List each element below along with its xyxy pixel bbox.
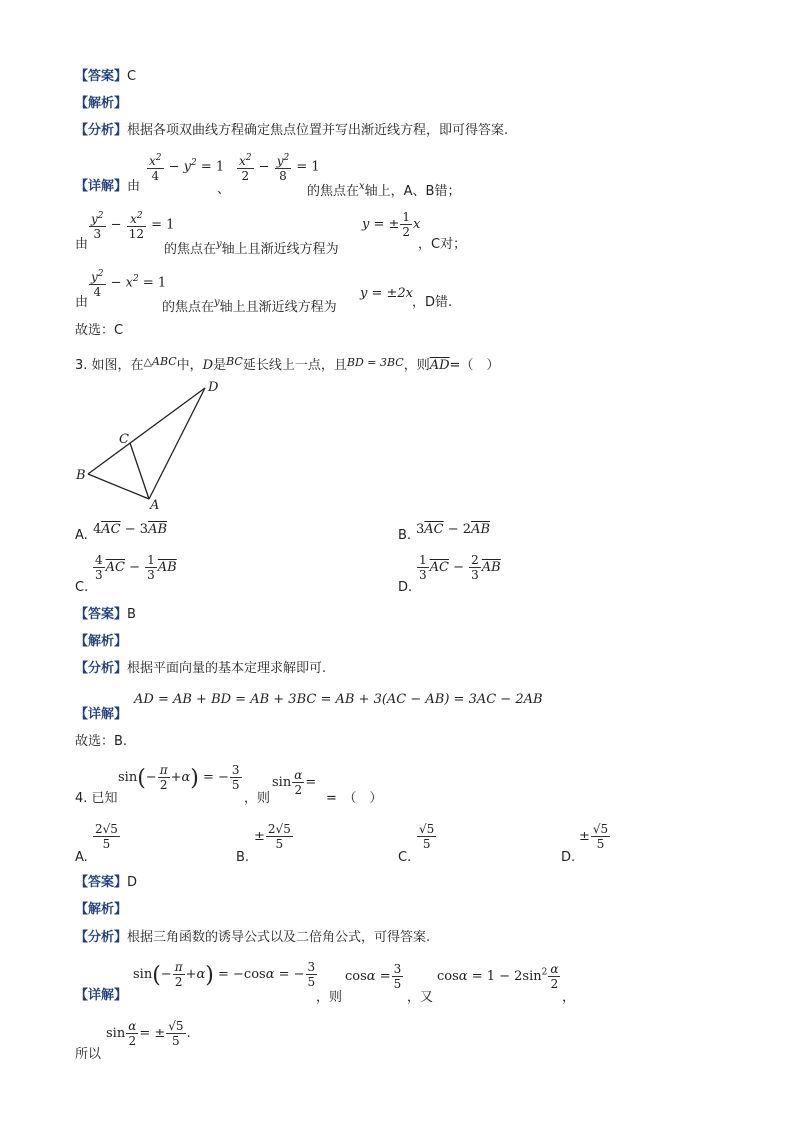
label-D: D [208, 380, 219, 395]
q4-stem-c: = （ ） [326, 791, 383, 806]
q4-analysis-tag: 【解析】 [75, 902, 128, 917]
q4-fenxi-line: 【分析】根据三角函数的诱导公式以及二倍角公式，可得答案. [75, 930, 431, 945]
label-C: C [119, 432, 129, 447]
q4-det-b: ，又 [407, 990, 434, 1005]
q2-sep: 、 [217, 182, 231, 197]
q4-opt-c-label: C. [398, 850, 412, 865]
q2-fenxi-line: 【分析】根据各项双曲线方程确定焦点位置并写出渐近线方程，即可得答案. [75, 123, 509, 138]
line-AD [149, 388, 205, 499]
q2-eq-b: $\frac{x^2}{2}$ − $\frac{y^2}{8}$ = 1 [239, 153, 320, 183]
q4-opt-b-label: B. [236, 850, 250, 865]
q2-d3-text: 的焦点在$^y$轴上且渐近线方程为 [162, 297, 337, 315]
q2-d2-you: 由 [75, 237, 89, 252]
q3-fenxi-line: 【分析】根据平面向量的基本定理求解即可. [75, 661, 327, 676]
triangle-figure [70, 375, 240, 515]
q2-eq-c: $\frac{y^2}{3}$ − $\frac{x^2}{12}$ = 1 [91, 211, 175, 241]
q4-detail-eq3: $\cos\alpha = 1 - 2\sin^2$ $\frac{\alpha}{2}$ [437, 962, 559, 991]
q4-answer-line: 【答案】D [75, 875, 138, 890]
q2-d2-end: ，C对； [418, 237, 467, 252]
q3-opt-b: $3\overline{AC} - 2\overline{AB}$ [416, 522, 491, 537]
q3-opt-a-label: A. [75, 528, 88, 543]
q4-opt-d: ± $\frac{√5}{5}$ [579, 822, 609, 851]
q3-detail-label: 【详解】 [75, 707, 128, 722]
q3-answer-line: 【答案】B [75, 607, 136, 622]
q4-detail-eq2: cosα = $\frac{3}{5}$ [345, 962, 402, 991]
q3-stem: 3. 如图，在$^{\triangle ABC}$中，D是$^{BC}$延长线上一点，且$^{BD = 3BC}$，则$\overline{AD}=$（ ） [75, 355, 500, 373]
q2-eq-d: $\frac{y^2}{4}$ − $x^2 = 1$ [91, 269, 167, 299]
q4-opt-c: $\frac{√5}{5}$ [419, 822, 435, 851]
line-CA [130, 443, 149, 499]
q2-d1-text: 的焦点在$^x$轴上，A、B错； [307, 181, 461, 199]
q4-target: sin $\frac{\alpha}{2}$ = [272, 768, 317, 797]
q4-stem-a: 4. 已知 [75, 791, 118, 806]
q3-opt-b-label: B. [398, 528, 412, 543]
q2-d3-end: ，D错. [412, 295, 453, 310]
q4-opt-a-label: A. [75, 850, 88, 865]
line-BA [88, 474, 149, 499]
q2-d3-you: 由 [75, 295, 89, 310]
q2-asym-c: y = ± $\frac{1}{2}$ x [362, 210, 421, 239]
q3-opt-c-label: C. [75, 580, 89, 595]
q2-eq-a: $\frac{x^2}{4}$ − $y^2 = 1$ [149, 153, 225, 183]
q4-opt-d-label: D. [561, 850, 576, 865]
q2-fenxi-text: 根据各项双曲线方程确定焦点位置并写出渐近线方程，即可得答案. [127, 123, 509, 138]
q3-detail-eq: AD = AB + BD = AB + 3BC = AB + 3(AC − AB) = 3AC − 2AB [134, 692, 543, 707]
q4-result: sin $\frac{\alpha}{2}$ = ± $\frac{√5}{5}$ . [106, 1019, 191, 1048]
q3-opt-c: $\frac{4}{3}$ $\overline{AC}$ − $\frac{1}{3}$ $\overline{AB}$ [95, 553, 177, 582]
label-A: A [150, 498, 160, 513]
q3-opt-a: $4\overline{AC} - 3\overline{AB}$ [93, 522, 168, 537]
q2-asym-d: y = ±2x [360, 286, 413, 301]
q2-answer-line [75, 68, 136, 86]
q4-detail-label: 【详解】 [75, 988, 128, 1003]
q4-detail-eq1: sin(− $\frac{\pi}{2}$ +α) = −cosα = − $\frac{3}{5}$ [133, 960, 316, 989]
label-B: B [76, 468, 86, 483]
q4-given-eq: sin(− $\frac{\pi}{2}$ +α) = − $\frac{3}{5}$ [118, 763, 240, 792]
q4-stem-b: ，则 [244, 791, 271, 806]
q2-d2-text: 的焦点在$^y$轴上且渐近线方程为 [164, 239, 339, 257]
q4-so: 所以 [75, 1047, 102, 1062]
q2-choose: 故选：C [75, 323, 124, 338]
line-BD [88, 388, 205, 474]
q3-choose: 故选：B. [75, 734, 128, 749]
q2-detail-label: 【详解】由 [75, 179, 141, 194]
answer-tag: 【答案】 [75, 69, 128, 84]
q3-analysis-tag: 【解析】 [75, 634, 128, 649]
q2-analysis-tag: 【解析】 [75, 96, 128, 111]
q4-opt-a: $\frac{2√5}{5}$ [95, 822, 118, 851]
q3-opt-d-label: D. [398, 580, 413, 595]
q3-opt-d: $\frac{1}{3}$ $\overline{AC}$ − $\frac{2}{3}$ $\overline{AB}$ [419, 553, 501, 582]
q4-det-a: ，则 [316, 990, 343, 1005]
q4-det-c: ， [562, 990, 576, 1005]
q2-answer: C [127, 69, 137, 84]
q4-opt-b: ± $\frac{2√5}{5}$ [254, 822, 291, 851]
